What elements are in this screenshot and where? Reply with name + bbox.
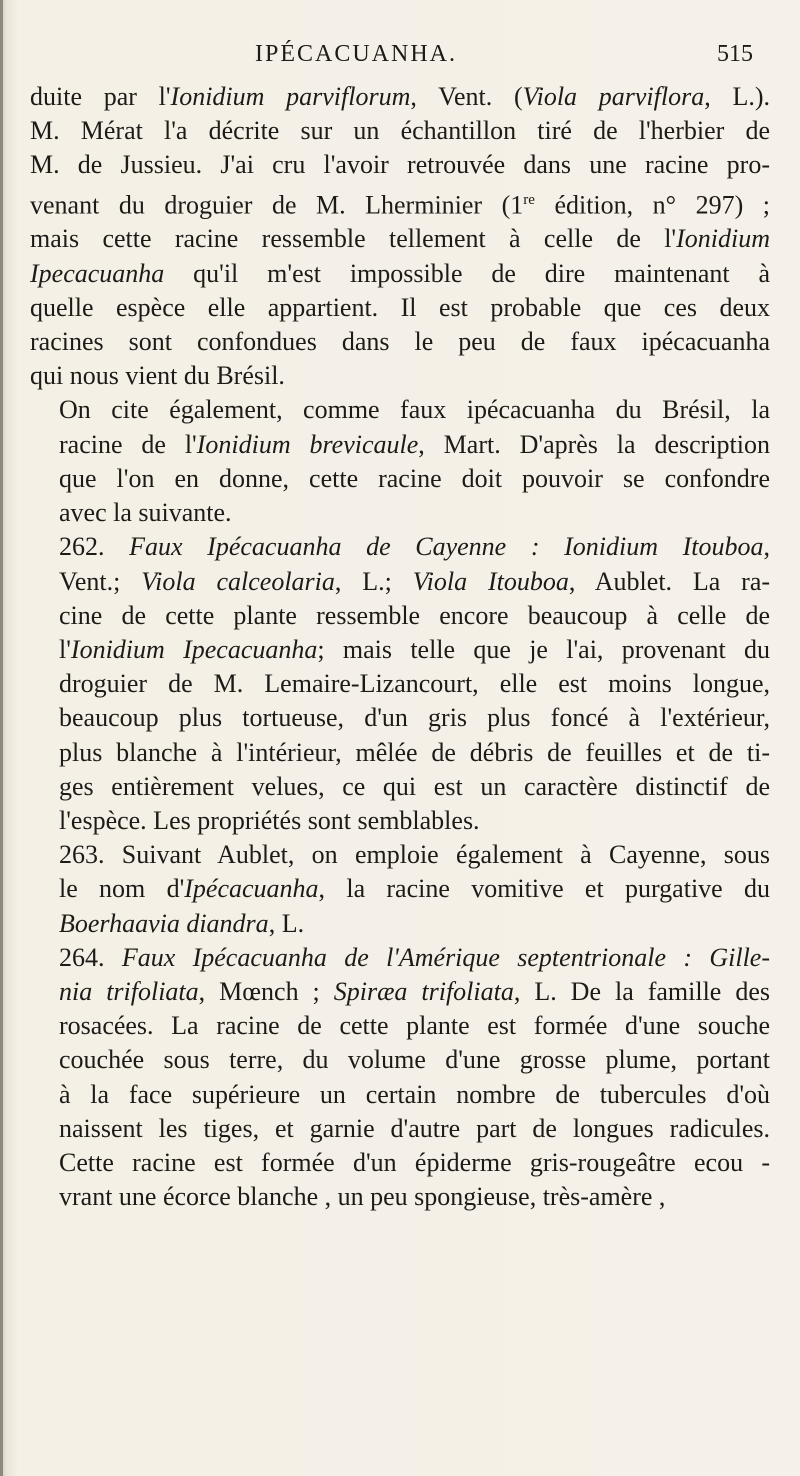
text-line: l'espèce. Les propriétés sont semblables. [59,805,480,835]
text-line: vrant une écorce blanche , un peu spongieuse, très-amère , [59,1182,666,1212]
text-line: Boerhaavia diandra, L. [59,908,305,938]
text-line: mais cette racine ressemble tellement à celle de l'Ionidium [30,224,770,254]
text-line: nia trifoliata, Mœnch ; Spiræa trifoliata, L. De la famille des [59,976,770,1006]
text-line: quelle espèce elle appartient. Il est probable que ces deux [30,292,770,322]
text-line: 264. Faux Ipécacuanha de l'Amérique septentrionale : Gille- [59,942,770,972]
text-line: droguier de M. Lemaire-Lizancourt, elle est moins longue, [59,669,770,699]
text-line: plus blanche à l'intérieur, mêlée de débris de feuilles et de ti- [59,737,770,767]
paragraph [30,80,770,393]
text-line: M. de Jussieu. J'ai cru l'avoir retrouvée dans une racine pro- [30,150,770,180]
page-gutter [0,0,3,1476]
text-line: Ipecacuanha qu'il m'est impossible de dire maintenant à [30,258,770,288]
paragraph [30,530,770,838]
page-header [0,41,800,71]
text-line: M. Mérat l'a décrite sur un échantillon tiré de l'herbier de [30,116,770,146]
text-line: beaucoup plus tortueuse, d'un gris plus foncé à l'extérieur, [59,703,770,733]
text-line: avec la suivante. [59,498,232,528]
text-line: qui nous vient du Brésil. [30,361,285,391]
text-line: 263. Suivant Aublet, on emploie également à Cayenne, sous [59,840,770,870]
text-line: le nom d'Ipécacuanha, la racine vomitive et purgative du [59,874,770,904]
paragraph [30,838,770,941]
text-line: Cette racine est formée d'un épiderme gris-rougeâtre ecou - [59,1147,770,1177]
paragraph [30,393,770,530]
running-title: IPÉCACUANHA. [255,41,458,67]
text-line: rosacées. La racine de cette plante est formée d'une souche [59,1011,770,1041]
text-line: racines sont confondues dans le peu de faux ipécacuanha [30,327,770,357]
text-line: racine de l'Ionidium brevicaule, Mart. D'après la description [59,429,770,459]
text-line: l'Ionidium Ipecacuanha; mais telle que je l'ai, provenant du [59,634,770,664]
text-line: duite par l'Ionidium parviflorum, Vent. (Viola parviflora, L.). [30,82,770,111]
text-line: à la face supérieure un certain nombre de tubercules d'où [59,1079,770,1109]
text-line: ges entièrement velues, ce qui est un caractère distinctif de [59,771,770,801]
text-line: que l'on en donne, cette racine doit pouvoir se confondre [59,463,770,493]
text-line: cine de cette plante ressemble encore beaucoup à celle de [59,600,770,630]
text-line: venant du droguier de M. Lherminier (1re édition, n° 297) ; [30,190,770,220]
text-line: Vent.; Viola calceolaria, L.; Viola Itouboa, Aublet. La ra- [59,566,771,596]
paragraph [30,941,770,1215]
text-line: couchée sous terre, du volume d'une grosse plume, portant [59,1045,770,1075]
text-line: On cite également, comme faux ipécacuanha du Brésil, la [59,395,770,425]
page-number: 515 [717,41,753,67]
text-line: naissent les tiges, et garnie d'autre part de longues radicules. [59,1113,770,1143]
text-line: 262. Faux Ipécacuanha de Cayenne : Ionidium Itouboa, [59,532,770,562]
body-text [30,80,770,1214]
